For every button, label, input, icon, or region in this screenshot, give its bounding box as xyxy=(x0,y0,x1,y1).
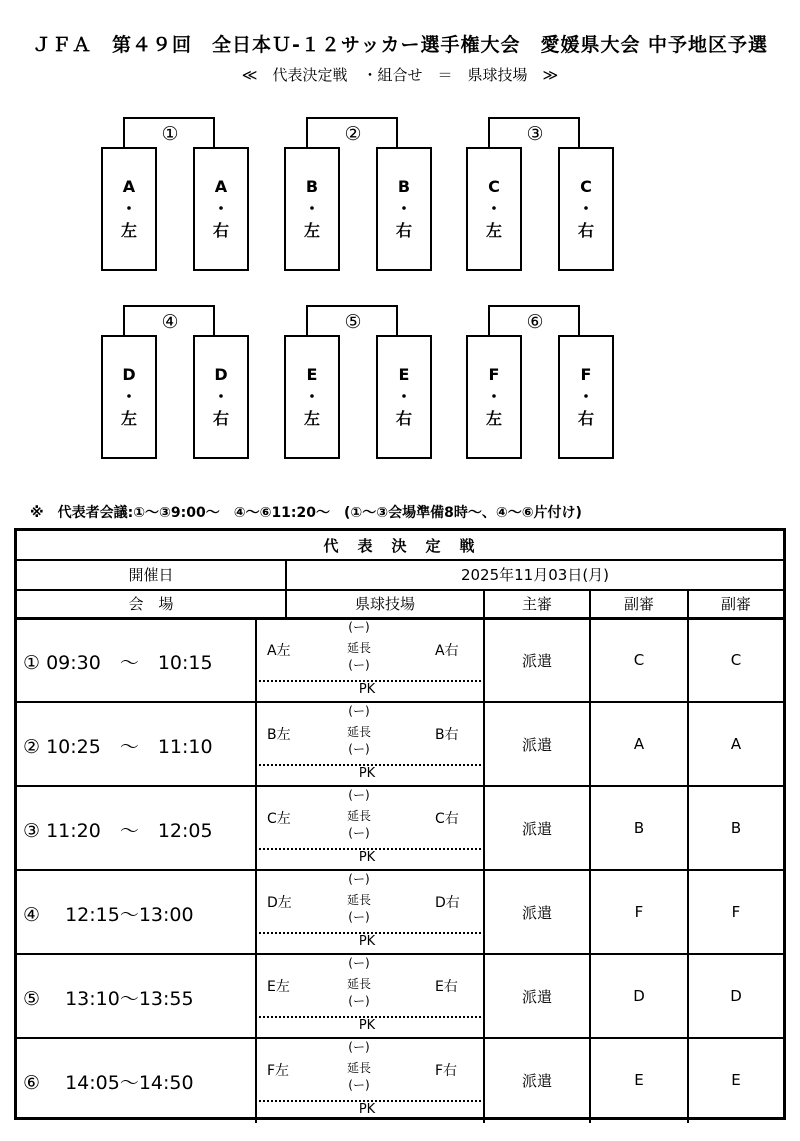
team-label-char: 右 xyxy=(395,409,412,428)
team-label-char: B xyxy=(305,177,319,196)
team-label-char: ・ xyxy=(303,387,320,406)
match-number: ⑥ xyxy=(520,311,550,333)
away-team: E右 xyxy=(435,979,458,995)
referee-cell: 派遣 xyxy=(521,903,552,922)
bracket-match xyxy=(284,305,496,465)
bracket-match xyxy=(466,305,678,465)
schedule-table xyxy=(14,528,786,1120)
team-label-char: A xyxy=(122,177,136,196)
assistant1-cell: C xyxy=(633,651,645,669)
bracket-team-right xyxy=(558,335,614,459)
home-team: F左 xyxy=(267,1063,290,1079)
team-label-char: ・ xyxy=(485,387,502,406)
page-title: ＪＦＡ 第４９回 全日本Ｕ-１２サッカー選手権大会 愛媛県大会 中予地区予選 xyxy=(31,34,769,56)
match-number: ② xyxy=(338,123,368,145)
assistant1-cell: D xyxy=(633,987,645,1005)
score-extra: (ー) xyxy=(348,1078,370,1092)
team-label-char: A xyxy=(214,177,228,196)
assistant2-cell: F xyxy=(731,903,741,921)
home-team: C左 xyxy=(267,811,291,827)
referee-cell: 派遣 xyxy=(521,735,552,754)
assistant2-cell: A xyxy=(730,735,742,753)
assistant2-cell: E xyxy=(731,1071,741,1089)
team-label-char: 右 xyxy=(212,409,229,428)
score-regular: (ー) xyxy=(348,788,370,802)
team-label-char: E xyxy=(398,365,410,384)
assistant2-cell: C xyxy=(730,651,742,669)
extra-time-label: 延長 xyxy=(346,893,371,907)
bracket-team-left xyxy=(466,147,522,271)
team-label-char: 左 xyxy=(120,409,137,428)
team-label-char: ・ xyxy=(120,387,137,406)
referee-cell: 派遣 xyxy=(521,1071,552,1090)
team-label-char: C xyxy=(488,177,500,196)
score-extra: (ー) xyxy=(348,910,370,924)
team-label-char: ・ xyxy=(212,387,229,406)
bracket-team-right xyxy=(376,147,432,271)
match-number: ③ xyxy=(520,123,550,145)
assistant1-cell: E xyxy=(634,1071,644,1089)
team-label-char: 右 xyxy=(577,221,594,240)
venue-label: 会 場 xyxy=(128,594,174,613)
assistant1-cell: B xyxy=(633,819,645,837)
score-extra: (ー) xyxy=(348,742,370,756)
bracket-team-right xyxy=(193,335,249,459)
match-number: ① xyxy=(155,123,185,145)
bracket-team-right xyxy=(193,147,249,271)
team-label-char: ・ xyxy=(212,199,229,218)
bracket-match xyxy=(101,305,313,465)
bracket-team-left xyxy=(101,147,157,271)
extra-time-label: 延長 xyxy=(346,809,371,823)
team-label-char: B xyxy=(397,177,411,196)
team-label-char: F xyxy=(580,365,592,384)
team-label-char: F xyxy=(488,365,500,384)
team-label-char: E xyxy=(306,365,318,384)
bracket-team-left xyxy=(466,335,522,459)
match-time: ② 10:25 ～ 11:10 xyxy=(23,736,213,758)
bracket-match xyxy=(466,117,678,277)
extra-time-label: 延長 xyxy=(346,725,371,739)
bracket-team-left xyxy=(284,335,340,459)
bracket-match xyxy=(284,117,496,277)
team-label-char: 左 xyxy=(303,409,320,428)
date-label: 開催日 xyxy=(128,565,174,584)
team-label-char: C xyxy=(580,177,592,196)
away-team: A右 xyxy=(435,643,459,659)
team-label-char: ・ xyxy=(120,199,137,218)
bracket-team-right xyxy=(558,147,614,271)
home-team: B左 xyxy=(267,727,291,743)
page-subtitle: ≪ 代表決定戦 ・組合せ ＝ 県球技場 ≫ xyxy=(241,66,559,84)
pk-label: PK xyxy=(358,850,376,865)
pk-label: PK xyxy=(358,1018,376,1033)
match-time: ① 09:30 ～ 10:15 xyxy=(23,652,213,674)
assistant2-header: 副審 xyxy=(720,594,751,613)
referee-header: 主審 xyxy=(521,594,552,613)
away-team: C右 xyxy=(435,811,459,827)
bracket-team-left xyxy=(101,335,157,459)
team-label-char: ・ xyxy=(303,199,320,218)
score-extra: (ー) xyxy=(348,658,370,672)
team-label-char: 右 xyxy=(212,221,229,240)
team-label-char: ・ xyxy=(577,199,594,218)
score-extra: (ー) xyxy=(348,994,370,1008)
team-label-char: D xyxy=(122,365,136,384)
away-team: D右 xyxy=(435,895,460,911)
home-team: E左 xyxy=(267,979,290,995)
extra-time-label: 延長 xyxy=(346,641,371,655)
bracket-match xyxy=(101,117,313,277)
team-label-char: 左 xyxy=(303,221,320,240)
table-title: 代 表 決 定 戦 xyxy=(323,536,477,555)
team-label-char: 右 xyxy=(577,409,594,428)
team-label-char: ・ xyxy=(395,387,412,406)
pk-label: PK xyxy=(358,1102,376,1117)
referee-cell: 派遣 xyxy=(521,819,552,838)
team-label-char: 左 xyxy=(485,221,502,240)
bracket-team-right xyxy=(376,335,432,459)
meeting-note: ※ 代表者会議:①～③9:00～ ④～⑥11:20～ (①～③会場準備8時～、④～⑥片付け) xyxy=(30,505,582,521)
home-team: A左 xyxy=(267,643,291,659)
pk-label: PK xyxy=(358,934,376,949)
score-regular: (ー) xyxy=(348,704,370,718)
assistant2-cell: B xyxy=(730,819,742,837)
away-team: B右 xyxy=(435,727,459,743)
team-label-char: 右 xyxy=(395,221,412,240)
match-number: ⑤ xyxy=(338,311,368,333)
team-label-char: 左 xyxy=(120,221,137,240)
team-label-char: 左 xyxy=(485,409,502,428)
score-regular: (ー) xyxy=(348,956,370,970)
match-time: ⑤ 13:10～13:55 xyxy=(23,988,194,1010)
team-label-char: ・ xyxy=(577,387,594,406)
extra-time-label: 延長 xyxy=(346,977,371,991)
assistant2-cell: D xyxy=(730,987,742,1005)
team-label-char: ・ xyxy=(395,199,412,218)
venue-value: 県球技場 xyxy=(354,594,415,613)
away-team: F右 xyxy=(435,1063,458,1079)
score-regular: (ー) xyxy=(348,872,370,886)
referee-cell: 派遣 xyxy=(521,987,552,1006)
match-time: ④ 12:15～13:00 xyxy=(23,904,194,926)
assistant1-cell: A xyxy=(633,735,645,753)
pk-label: PK xyxy=(358,682,376,697)
assistant1-header: 副審 xyxy=(623,594,654,613)
score-regular: (ー) xyxy=(348,620,370,634)
team-label-char: D xyxy=(214,365,228,384)
home-team: D左 xyxy=(267,895,292,911)
referee-cell: 派遣 xyxy=(521,651,552,670)
match-number: ④ xyxy=(155,311,185,333)
date-value: 2025年11月03日(月) xyxy=(460,565,610,584)
match-time: ⑥ 14:05～14:50 xyxy=(23,1072,194,1094)
team-label-char: ・ xyxy=(485,199,502,218)
bracket-team-left xyxy=(284,147,340,271)
score-extra: (ー) xyxy=(348,826,370,840)
pk-label: PK xyxy=(358,766,376,781)
match-time: ③ 11:20 ～ 12:05 xyxy=(23,820,213,842)
extra-time-label: 延長 xyxy=(346,1061,371,1075)
score-regular: (ー) xyxy=(348,1040,370,1054)
assistant1-cell: F xyxy=(634,903,644,921)
